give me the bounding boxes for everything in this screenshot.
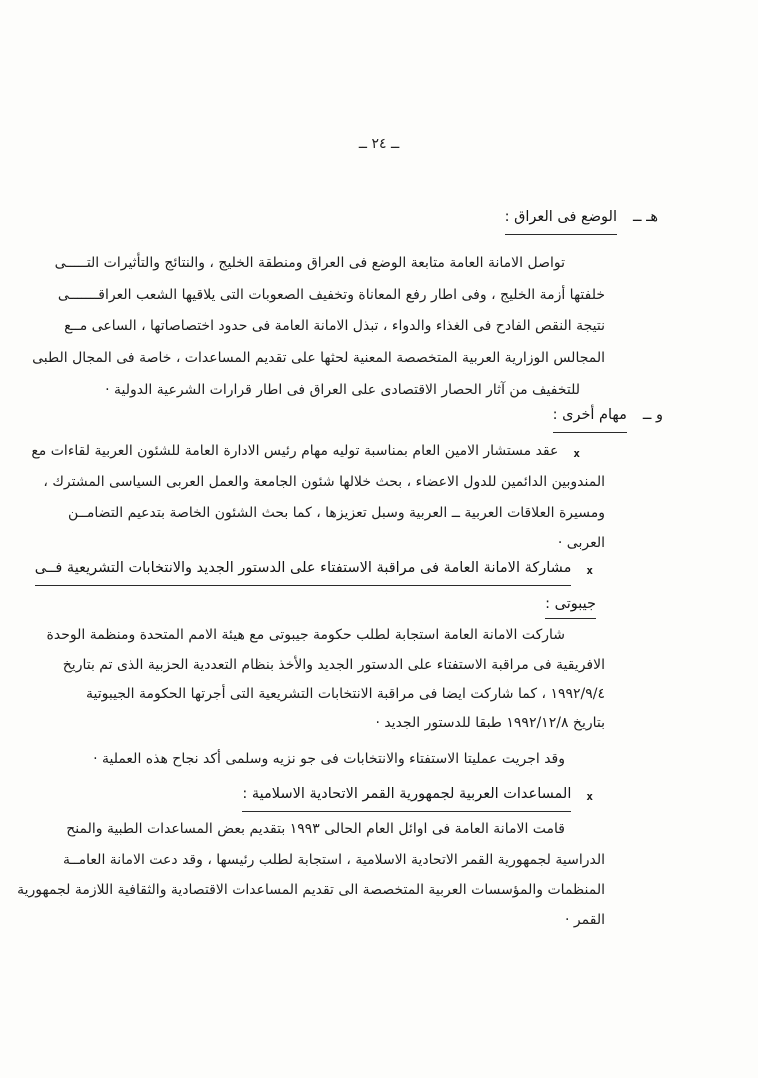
paragraph-line: قامت الامانة العامة فى اوائل العام الحالى ١٩٩٣ بتقديم بعض المساعدات الطبية والمنح (66, 821, 565, 837)
bullet-heading-djibouti-line2 (545, 593, 596, 615)
heading-title-djibouti-line2: جيبوتى : (545, 596, 596, 619)
section-heading-other-tasks (553, 404, 663, 433)
page-number: ــ ٢٤ ــ (358, 136, 400, 152)
paragraph-line: الدراسية لجمهورية القمر الاتحادية الاسلامية ، استجابة لطلب رئيسها ، وقد دعت الامانة العامــة (62, 852, 605, 868)
paragraph-line: تواصل الامانة العامة متابعة الوضع فى العراق ومنطقة الخليج ، والنتائج والتأثيرات التـــــى (54, 255, 565, 271)
paragraph-line: المجالس الوزارية العربية المتخصصة المعنية لحثها على تقديم المساعدات ، خاصة فى المجال الطبى (32, 350, 605, 366)
outline-marker-ha: هـ ــ (633, 209, 658, 225)
paragraph-line: ١٩٩٢/٩/٤ ، كما شاركت ايضا فى مراقبة الانتخابات التشريعية التى أجرتها الحكومة الجيبوتية (86, 686, 605, 702)
paragraph-line: المنظمات والمؤسسات العربية المتخصصة الى تقديم المساعدات الاقتصادية والثقافية اللازمة لجمهورية (17, 882, 605, 898)
paragraph-line: بتاريخ ١٩٩٢/١٢/٨ طبقا للدستور الجديد · (375, 715, 605, 731)
bullet-heading-djibouti (35, 557, 593, 586)
heading-title-other-tasks: مهام أخرى : (553, 404, 627, 433)
heading-title-iraq: الوضع فى العراق : (505, 206, 617, 235)
paragraph-line: خلفتها أزمة الخليج ، وفى اطار رفع المعاناة وتخفيف الصعوبات التى يلاقيها الشعب العراقـــــــى (57, 287, 605, 303)
paragraph-line: وقد اجريت عمليتا الاستفتاء والانتخابات فى جو نزيه وسلمى أكد نجاح هذه العملية · (93, 751, 565, 767)
paragraph-line: الافريقية فى مراقبة الاستفتاء على الدستور الجديد والأخذ بنظام التعددية الحزبية الذى تم بتاريخ (62, 657, 605, 673)
heading-title-comoros: المساعدات العربية لجمهورية القمر الاتحادية الاسلامية : (242, 783, 571, 812)
outline-marker-waw: و ــ (642, 407, 663, 423)
bullet-heading-comoros (242, 783, 593, 812)
paragraph-line: القمر · (565, 912, 605, 928)
bullet-x-icon: x (586, 790, 593, 803)
paragraph-line: العربى · (557, 535, 605, 551)
paragraph-line: ومسيرة العلاقات العربية ــ العربية وسبل تعزيزها ، كما بحث الشئون الخاصة بتدعيم التضامــن (68, 505, 605, 521)
bullet-x-icon: x (586, 564, 593, 577)
bullet-text-line: عقد مستشار الامين العام بمناسبة توليه مهام رئيس الادارة العامة للشئون العربية لقاءات مع (31, 443, 559, 459)
bullet-x-icon: x (573, 447, 580, 460)
heading-title-djibouti-line1: مشاركة الامانة العامة فى مراقبة الاستفتاء على الدستور الجديد والانتخابات التشريعية فــى (35, 557, 572, 586)
paragraph-line: المندوبين الدائمين للدول الاعضاء ، بحث خلالها شئون الجامعة والعمل العربى السياسى المشترك ، (43, 474, 605, 490)
section-heading-iraq (505, 206, 658, 235)
paragraph-line: للتخفيف من آثار الحصار الاقتصادى على العراق فى اطار قرارات الشرعية الدولية · (105, 382, 580, 398)
bullet-item (31, 440, 580, 462)
paragraph-line: شاركت الامانة العامة استجابة لطلب حكومة جيبوتى مع هيئة الامم المتحدة ومنظمة الوحدة (46, 627, 565, 643)
paragraph-line: نتيجة النقص الفادح فى الغذاء والدواء ، تبذل الامانة العامة فى حدود اختصاصاتها ، الساعى مــع (64, 318, 605, 334)
